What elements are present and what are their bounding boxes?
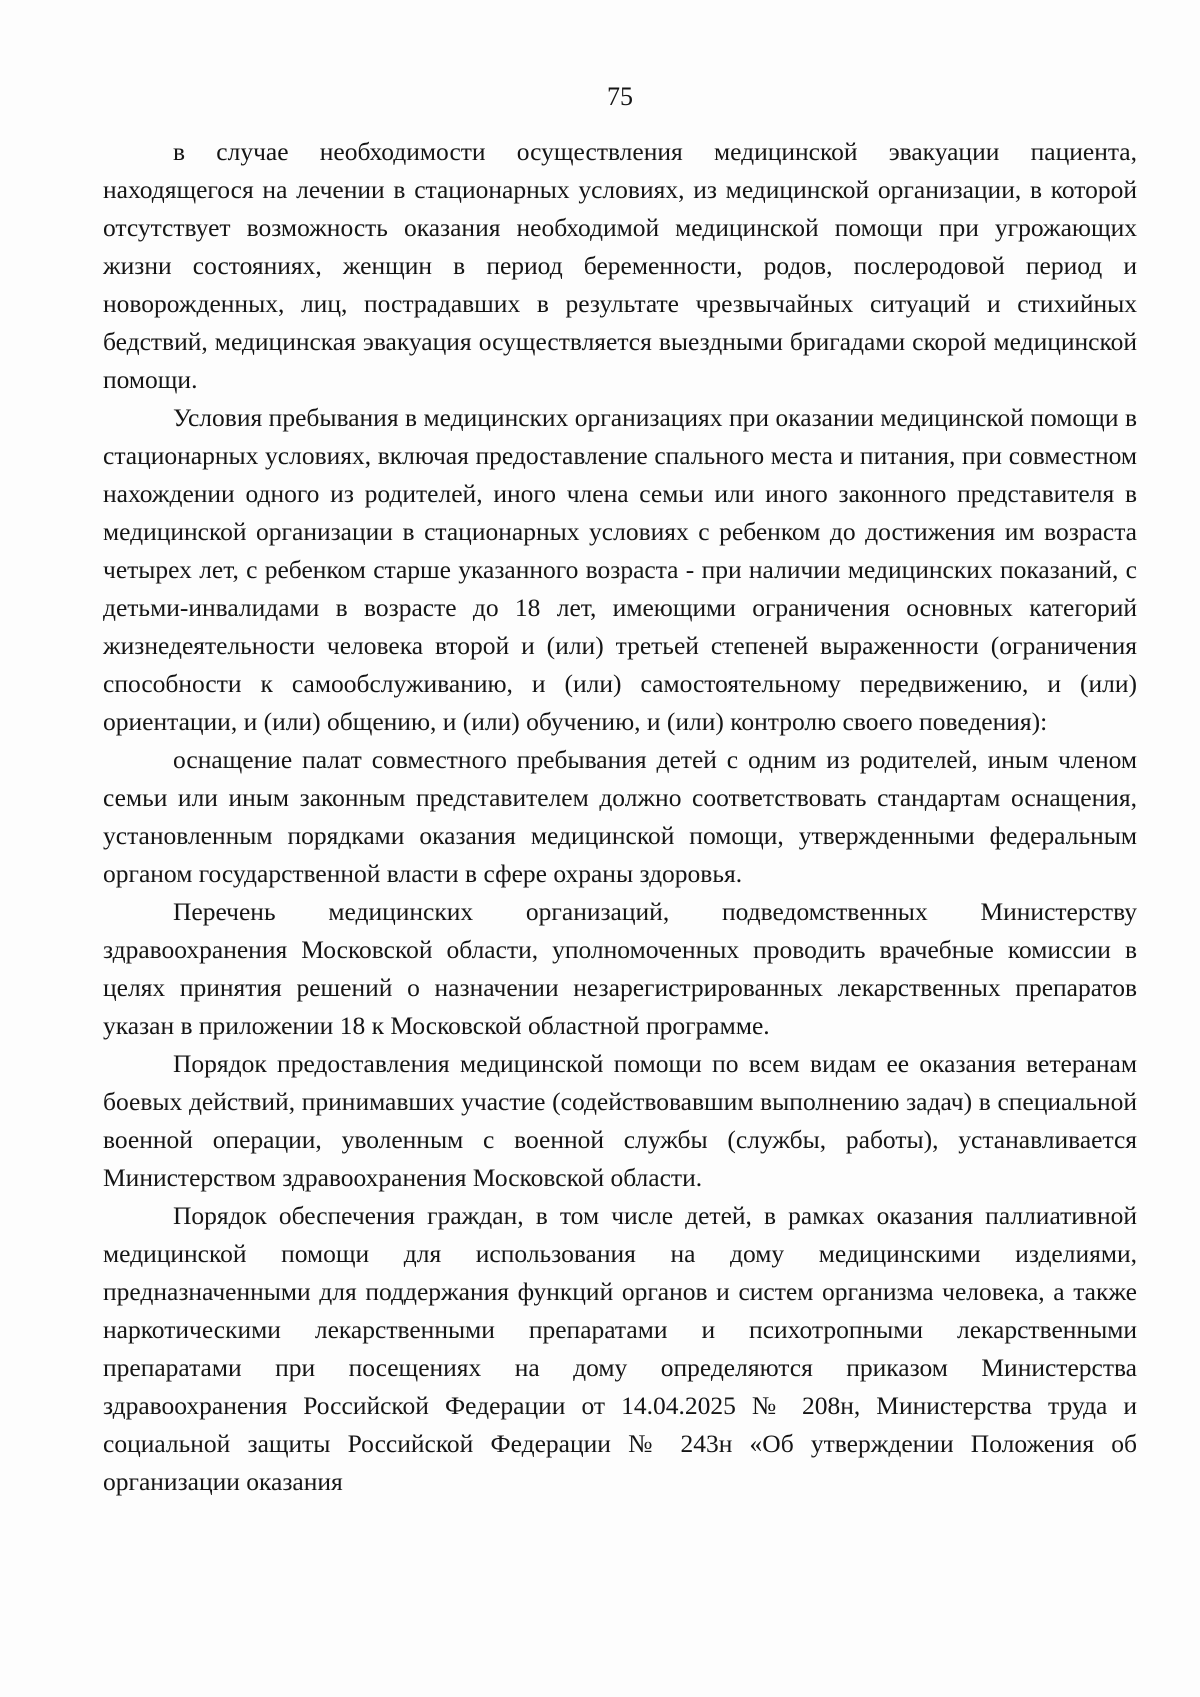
paragraph-ward-equipment: оснащение палат совместного пребывания детей с одним из родителей, иным членом семьи или иным законным представителем должно соответствовать стандартам оснащения, установленным порядками оказания медицинской помощи, утвержденными федеральным органом государственной власти в сфере охраны здоровья. [103, 745, 1137, 888]
paragraph-medical-organizations-list: Перечень медицинских организаций, подведомственных Министерству здравоохранения Московской области, уполномоченных проводить врачебные комиссии в целях принятия решений о назначении незарегистрированных лекарственных препаратов указан в приложении 18 к Московской областной программе. [103, 897, 1137, 1040]
paragraph-stay-conditions: Условия пребывания в медицинских организациях при оказании медицинской помощи в стационарных условиях, включая предоставление спального места и питания, при совместном нахождении одного из родителей, иного члена семьи или иного законного представителя в медицинской организации в стационарных условиях с ребенком до достижения им возраста четырех лет, с ребенком старше указанного возраста - при наличии медицинских показаний, с детьми-инвалидами в возрасте до 18 лет, имеющими ограничения основных категорий жизнедеятельности человека второй и (или) третьей степеней выраженности (ограничения способности к самообслуживанию, и (или) самостоятельному передвижению, и (или) ориентации, и (или) общению, и (или) обучению, и (или) контролю своего поведения): [103, 403, 1137, 736]
page-number: 75 [607, 82, 633, 111]
paragraph-veterans-care: Порядок предоставления медицинской помощи по всем видам ее оказания ветеранам боевых действий, принимавших участие (содействовавшим выполнению задач) в специальной военной операции, уволенным с военной службы (службы, работы), устанавливается Министерством здравоохранения Московской области. [103, 1049, 1137, 1192]
paragraph-medical-evacuation: в случае необходимости осуществления медицинской эвакуации пациента, находящегося на лечении в стационарных условиях, из медицинской организации, в которой отсутствует возможность оказания необходимой медицинской помощи при угрожающих жизни состояниях, женщин в период беременности, родов, послеродовой период и новорожденных, лиц, пострадавших в результате чрезвычайных ситуаций и стихийных бедствий, медицинская эвакуация осуществляется выездными бригадами скорой медицинской помощи. [103, 137, 1137, 394]
paragraph-palliative-care: Порядок обеспечения граждан, в том числе детей, в рамках оказания паллиативной медицинской помощи для использования на дому медицинскими изделиями, предназначенными для поддержания функций органов и систем организма человека, а также наркотическими лекарственными препаратами и психотропными лекарственными препаратами при посещениях на дому определяются приказом Министерства здравоохранения Российской Федерации от 14.04.2025 № 208н, Министерства труда и социальной защиты Российской Федерации № 243н «Об утверждении Положения об организации оказания [103, 1201, 1137, 1496]
document-body [103, 133, 1137, 1501]
